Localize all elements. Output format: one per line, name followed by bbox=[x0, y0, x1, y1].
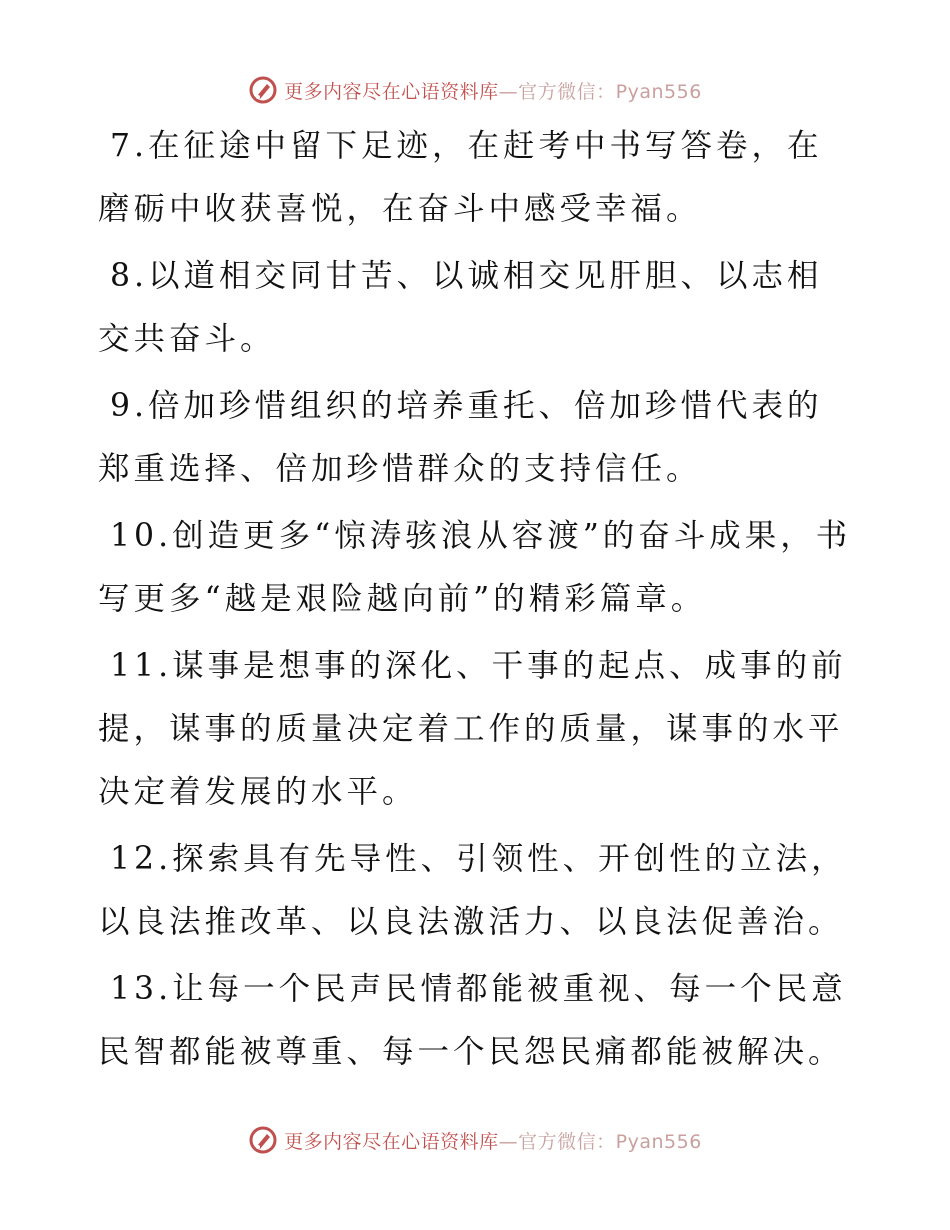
list-item: 13.让每一个民声民情都能被重视、每一个民意民智都能被尊重、每一个民怨民痛都能被解决。 bbox=[98, 971, 847, 1070]
list-item: 12.探索具有先导性、引领性、开创性的立法，以良法推改革、以良法激活力、以良法促善治。 bbox=[98, 841, 847, 940]
header-watermark-text: 更多内容尽在心语资料库—官方微信：Pyan556 bbox=[284, 80, 702, 103]
list-item: 9.倍加珍惜组织的培养重托、倍加珍惜代表的郑重选择、倍加珍惜群众的支持信任。 bbox=[98, 388, 823, 487]
pen-logo-icon bbox=[248, 75, 278, 105]
list-item: 10.创造更多“惊涛骇浪从容渡”的奋斗成果，书写更多“越是艰险越向前”的精彩篇章。 bbox=[98, 518, 852, 617]
list-item: 8.以道相交同甘苦、以诚相交见肝胆、以志相交共奋斗。 bbox=[98, 258, 823, 357]
header-watermark-banner bbox=[0, 70, 950, 110]
pen-logo-icon bbox=[248, 1125, 278, 1155]
list-item: 11.谋事是想事的深化、干事的起点、成事的前提，谋事的质量决定着工作的质量，谋事的水平决定着发展的水平。 bbox=[98, 648, 847, 810]
footer-watermark-text: 更多内容尽在心语资料库—官方微信：Pyan556 bbox=[284, 1130, 702, 1153]
list-item: 7.在征途中留下足迹，在赶考中书写答卷，在磨砺中收获喜悦，在奋斗中感受幸福。 bbox=[98, 128, 823, 227]
footer-watermark-banner bbox=[0, 1120, 950, 1160]
document-body bbox=[98, 115, 858, 1088]
